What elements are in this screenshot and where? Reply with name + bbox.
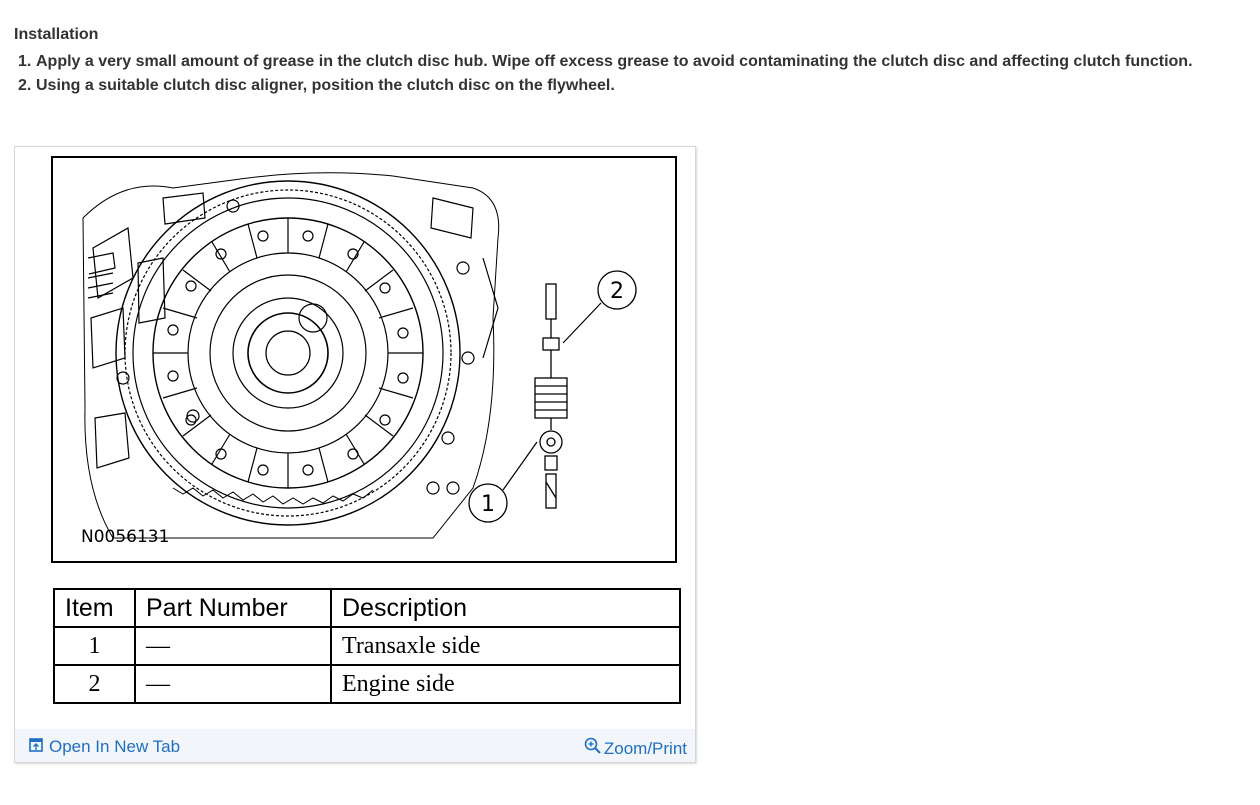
open-in-new-tab-label: Open In New Tab: [49, 737, 181, 756]
cell-item: 2: [54, 665, 135, 703]
open-tab-icon: [29, 737, 43, 757]
header-description: Description: [331, 589, 680, 627]
step-text: Using a suitable clutch disc aligner, position the clutch disc on the flywheel.: [36, 77, 615, 94]
open-in-new-tab-link[interactable]: [29, 737, 180, 757]
header-part-number: Part Number: [135, 589, 331, 627]
table-row: [54, 627, 680, 665]
cell-description: Transaxle side: [331, 627, 680, 665]
zoom-print-link[interactable]: [584, 737, 687, 760]
step-number: 1.: [18, 53, 32, 70]
step-item: [18, 74, 1193, 98]
table-header-row: [54, 589, 680, 627]
step-item: [18, 50, 1193, 74]
figure-footer: [15, 729, 695, 762]
figure-code: N0056131: [81, 527, 170, 547]
figure-card: [14, 146, 696, 763]
cell-item: 1: [54, 627, 135, 665]
header-item: Item: [54, 589, 135, 627]
section-heading: Installation: [14, 26, 99, 43]
zoom-in-icon: [584, 737, 602, 760]
clutch-illustration: [51, 156, 677, 563]
step-number: 2.: [18, 77, 32, 94]
step-text: Apply a very small amount of grease in the clutch disc hub. Wipe off excess grease to avoid contaminating the clutch disc and affecting clutch function.: [36, 53, 1193, 70]
cell-part-number: —: [135, 627, 331, 665]
steps-list: [18, 50, 1193, 98]
table-row: [54, 665, 680, 703]
cell-description: Engine side: [331, 665, 680, 703]
clutch-disc-drawing: [53, 158, 675, 561]
parts-table: [53, 588, 681, 704]
callout-1-label: 1: [481, 492, 495, 517]
cell-part-number: —: [135, 665, 331, 703]
callout-2-label: 2: [610, 279, 624, 304]
zoom-print-label: Zoom/Print: [603, 738, 687, 758]
